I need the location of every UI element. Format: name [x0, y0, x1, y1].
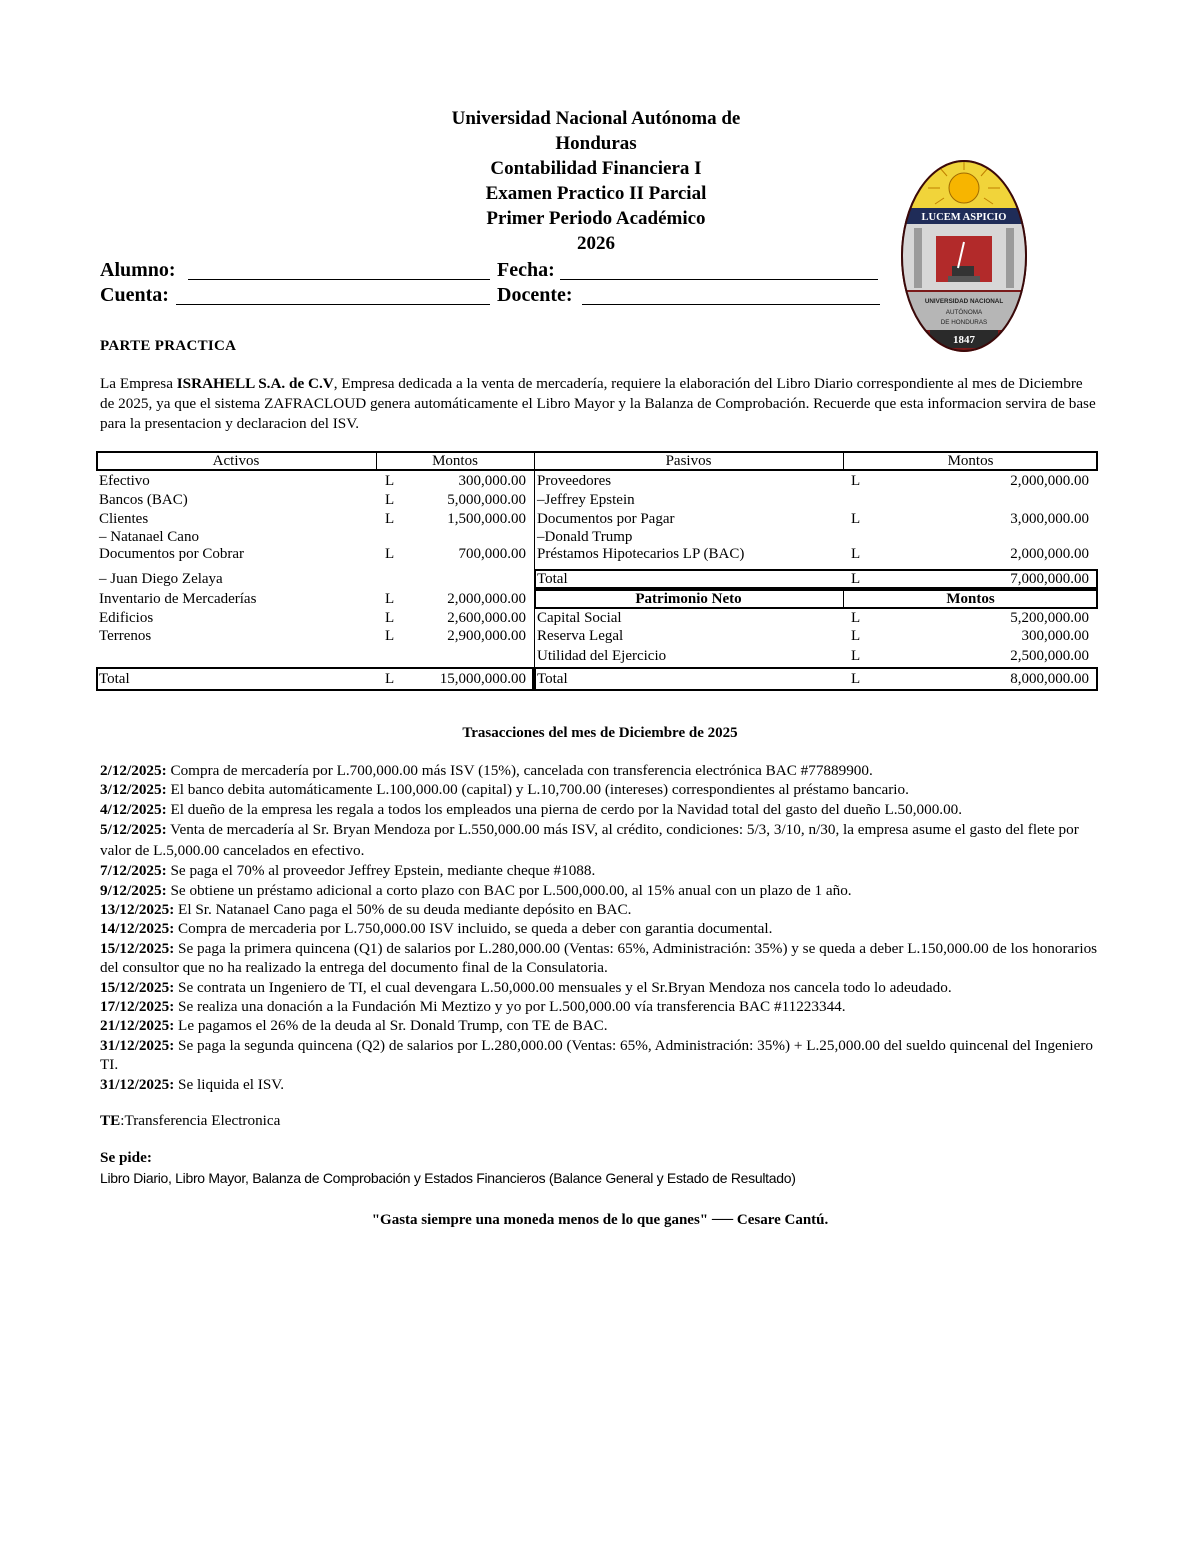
asset-currency: L	[385, 511, 395, 527]
header-line-course: Contabilidad Financiera I	[490, 158, 702, 179]
se-pide-text: Libro Diario, Libro Mayor, Balanza de Comprobación y Estados Financieros (Balance General y Estado de Resultado)	[100, 1170, 796, 1186]
transaction-date: 3/12/2025:	[100, 781, 167, 799]
transaction-text: El Sr. Natanael Cano paga el 50% de su deuda mediante depósito en BAC.	[174, 901, 632, 919]
equity-currency: L	[851, 628, 861, 644]
transaction-date: 31/12/2025:	[100, 1036, 175, 1054]
asset-name: Terrenos	[99, 628, 152, 644]
asset-name: Documentos por Cobrar	[99, 546, 244, 562]
asset-currency: L	[385, 492, 395, 508]
transaction-text: El banco debita automáticamente L.100,000.00 (capital) y L.10,700.00 (intereses) correspondientes al préstamo bancario.	[166, 781, 909, 799]
asset-name: Efectivo	[99, 473, 150, 489]
transaction-date: 17/12/2025:	[100, 998, 175, 1016]
transaction-date: 5/12/2025:	[100, 821, 167, 839]
header-montos-patrimonio: Montos	[946, 591, 995, 607]
transaction-item	[100, 819, 1110, 861]
transaction-date: 14/12/2025:	[100, 920, 175, 938]
transaction-text: Se paga el 70% al proveedor Jeffrey Epstein, mediante cheque #1088.	[166, 862, 596, 880]
transactions-list	[100, 761, 1110, 1094]
header-montos-pasivos: Montos	[947, 453, 994, 469]
seal-year: 1847	[953, 334, 975, 346]
asset-name: Edificios	[99, 610, 154, 626]
cuenta-label: Cuenta:	[100, 284, 169, 306]
asset-currency: L	[385, 610, 395, 626]
header-line-exam: Examen Practico II Parcial	[485, 183, 707, 204]
intro-pre: La Empresa	[100, 375, 177, 392]
liability-name: –Jeffrey Epstein	[537, 492, 635, 508]
transaction-item	[100, 881, 1110, 900]
transaction-text: Se paga la segunda quincena (Q2) de salarios por L.280,000.00 (Ventas: 65%, Administración: 35%) + L.25,000.00 del sueldo quincenal del Ingeniero TI.	[100, 1036, 1093, 1074]
equity-total-amount: 8,000,000.00	[1010, 671, 1089, 687]
transaction-item	[100, 761, 1110, 780]
closing-quote: "Gasta siempre una moneda menos de lo que ganes" ── Cesare Cantú.	[371, 1212, 829, 1228]
header-patrimonio: Patrimonio Neto	[635, 591, 742, 607]
alumno-field[interactable]	[188, 279, 490, 280]
liability-name: Proveedores	[537, 473, 612, 489]
asset-amount: 700,000.00	[458, 546, 526, 562]
transaction-text: El dueño de la empresa les regala a todos los empleados una pierna de cerdo por la Navidad total del gasto del dueño L.50,000.00.	[166, 800, 963, 818]
transaction-item	[100, 939, 1110, 978]
seal-line1: UNIVERSIDAD NACIONAL	[924, 298, 1004, 305]
seal-line2: AUTÓNOMA	[945, 309, 983, 316]
form-row-alumno	[100, 258, 890, 283]
exam-header	[380, 106, 812, 256]
transaction-text: Se obtiene un préstamo adicional a corto plazo con BAC por L.500,000.00, al 15% anual con un plazo de 1 año.	[166, 881, 852, 899]
asset-currency: L	[385, 473, 395, 489]
liability-currency: L	[851, 511, 861, 527]
te-text: :Transferencia Electronica	[120, 1112, 281, 1129]
transaction-item	[100, 1075, 1110, 1094]
asset-name: Bancos (BAC)	[99, 492, 188, 508]
equity-name: Utilidad del Ejercicio	[537, 648, 667, 664]
equity-amount: 5,200,000.00	[1010, 610, 1089, 626]
transaction-date: 15/12/2025:	[100, 978, 175, 996]
transaction-text: Se liquida el ISV.	[174, 1075, 285, 1093]
liability-name: –Donald Trump	[537, 529, 633, 545]
asset-name: Clientes	[99, 511, 149, 527]
transaction-text: Venta de mercadería al Sr. Bryan Mendoza por L.550,000.00 más ISV, al crédito, condiciones: 5/3, 3/10, n/30, la empresa asume el gasto del flete por valor de L.5,000.00 cancelados en efectivo.	[100, 821, 1079, 860]
cuenta-field[interactable]	[176, 304, 490, 305]
transaction-date: 13/12/2025:	[100, 901, 175, 919]
liability-amount: 2,000,000.00	[1010, 473, 1089, 489]
transaction-item	[100, 978, 1110, 997]
transaction-date: 21/12/2025:	[100, 1017, 175, 1035]
form-row-cuenta	[100, 283, 890, 308]
transaction-item	[100, 900, 1110, 919]
transaction-date: 4/12/2025:	[100, 800, 167, 818]
se-pide-label: Se pide:	[100, 1149, 152, 1166]
intro-paragraph	[100, 374, 1100, 434]
liability-amount: 2,000,000.00	[1010, 546, 1089, 562]
header-line-year: 2026	[577, 233, 615, 254]
header-activos: Activos	[212, 453, 260, 469]
transaction-text: Le pagamos el 26% de la deuda al Sr. Donald Trump, con TE de BAC.	[174, 1017, 608, 1035]
liabilities-total-label: Total	[537, 571, 568, 587]
liability-name: Documentos por Pagar	[537, 511, 675, 527]
transaction-text: Se realiza una donación a la Fundación Mi Meztizo y yo por L.500,000.00 vía transferencia BAC #11223344.	[174, 998, 846, 1016]
assets-total-label: Total	[99, 671, 130, 687]
equity-currency: L	[851, 648, 861, 664]
asset-amount: 2,000,000.00	[447, 591, 526, 607]
asset-currency: L	[385, 628, 395, 644]
transaction-date: 15/12/2025:	[100, 939, 175, 957]
asset-amount: 5,000,000.00	[447, 492, 526, 508]
assets-total-currency: L	[385, 671, 395, 687]
seal-line3: DE HONDURAS	[940, 319, 988, 326]
header-montos-activos: Montos	[432, 453, 478, 469]
asset-name: – Juan Diego Zelaya	[99, 571, 223, 587]
te-note	[100, 1112, 280, 1130]
header-line-country: Honduras	[555, 133, 637, 154]
transaction-item	[100, 800, 1110, 819]
transaction-text: Compra de mercadería por L.700,000.00 más ISV (15%), cancelada con transferencia electrónica BAC #77889900.	[166, 762, 873, 779]
equity-amount: 300,000.00	[1021, 628, 1089, 644]
alumno-label: Alumno:	[100, 259, 176, 281]
transaction-text: Compra de mercaderia por L.750,000.00 ISV incluido, se queda a deber con garantia documental.	[174, 920, 773, 938]
student-form	[100, 258, 890, 308]
equity-total-currency: L	[851, 671, 861, 687]
liabilities-total-amount: 7,000,000.00	[1010, 571, 1089, 587]
transaction-item	[100, 780, 1110, 799]
section-title: PARTE PRACTICA	[100, 338, 237, 354]
equity-name: Capital Social	[537, 610, 622, 626]
asset-amount: 300,000.00	[458, 473, 526, 489]
asset-amount: 2,600,000.00	[447, 610, 526, 626]
balance-table	[96, 451, 1098, 691]
intro-post: , Empresa dedicada a la venta de mercadería, requiere la elaboración del Libro Diario correspondiente al mes de Diciembre de 2025, ya que el sistema ZAFRACLOUD genera automáticamente el Libro Mayor y la Balanza de Comprobación. Recuerde que esta informacion servira de base para la presentacion y declaracion del ISV.	[100, 375, 1096, 432]
assets-total-amount: 15,000,000.00	[439, 671, 526, 687]
university-seal-logo	[900, 158, 1028, 354]
transaction-date: 31/12/2025:	[100, 1075, 175, 1093]
fecha-field[interactable]	[560, 279, 878, 280]
equity-total-label: Total	[537, 671, 568, 687]
asset-currency: L	[385, 546, 395, 562]
transaction-date: 7/12/2025:	[100, 862, 167, 880]
liabilities-total-currency: L	[851, 571, 861, 587]
liability-currency: L	[851, 546, 861, 562]
transaction-text: Se paga la primera quincena (Q1) de salarios por L.280,000.00 (Ventas: 65%, Administración: 35%) y se queda a deber L.150,000.00 de los honorarios del consultor que no ha realizado la entrega del documento final de la Consulatoria.	[100, 939, 1098, 977]
transaction-item	[100, 861, 1110, 880]
seal-motto: LUCEM ASPICIO	[921, 212, 1007, 223]
fecha-label: Fecha:	[497, 259, 555, 281]
asset-name: – Natanael Cano	[99, 529, 199, 545]
equity-currency: L	[851, 610, 861, 626]
asset-amount: 2,900,000.00	[447, 628, 526, 644]
transaction-item	[100, 1016, 1110, 1035]
transaction-item	[100, 997, 1110, 1016]
asset-amount: 1,500,000.00	[447, 511, 526, 527]
liability-amount: 3,000,000.00	[1010, 511, 1089, 527]
liability-name: Préstamos Hipotecarios LP (BAC)	[537, 546, 745, 562]
liability-currency: L	[851, 473, 861, 489]
transaction-date: 2/12/2025:	[100, 762, 167, 779]
transaction-date: 9/12/2025:	[100, 881, 167, 899]
docente-label: Docente:	[497, 284, 573, 306]
asset-currency: L	[385, 591, 395, 607]
transaction-item	[100, 919, 1110, 938]
te-label: TE	[100, 1112, 121, 1129]
transactions-title: Trasacciones del mes de Diciembre de 2025	[462, 725, 738, 741]
header-line-university: Universidad Nacional Autónoma de	[451, 108, 741, 129]
intro-company: ISRAHELL S.A. de C.V	[176, 375, 334, 392]
asset-name: Inventario de Mercaderías	[99, 591, 257, 607]
equity-amount: 2,500,000.00	[1010, 648, 1089, 664]
header-pasivos: Pasivos	[665, 453, 712, 469]
header-line-period: Primer Periodo Académico	[486, 208, 706, 229]
docente-field[interactable]	[582, 304, 880, 305]
transaction-text: Se contrata un Ingeniero de TI, el cual devengara L.50,000.00 mensuales y el Sr.Bryan Mendoza nos cancela todo lo adeudado.	[174, 978, 952, 996]
equity-name: Reserva Legal	[537, 628, 624, 644]
transaction-item	[100, 1036, 1110, 1075]
